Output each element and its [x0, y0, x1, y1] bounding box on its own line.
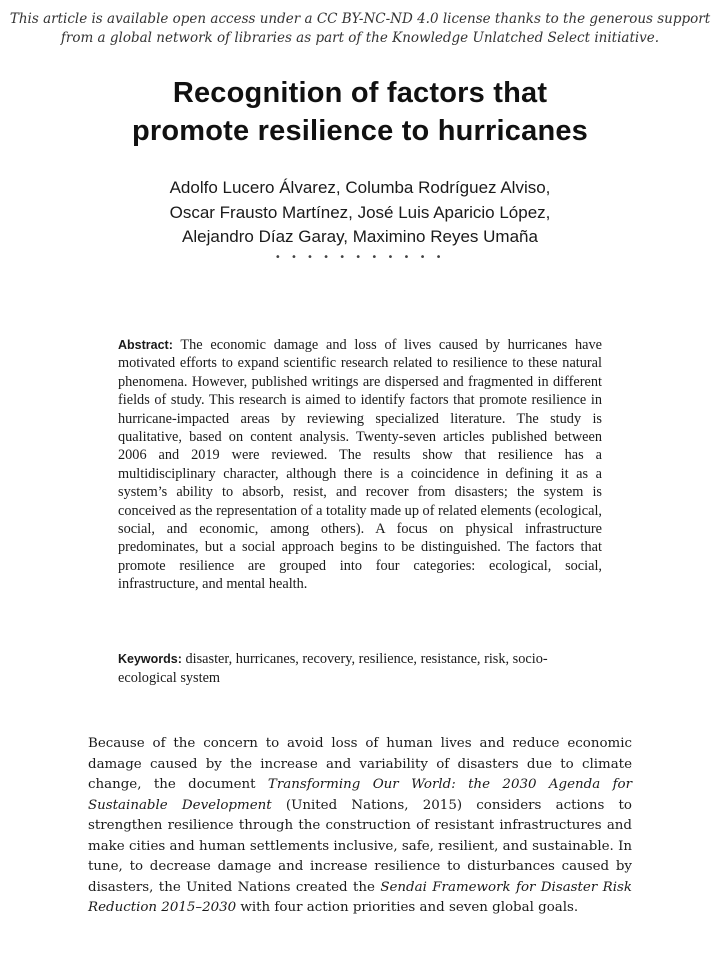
open-access-notice [0, 10, 720, 48]
keywords-label: Keywords: [118, 652, 182, 666]
keywords-text: disaster, hurricanes, recovery, resilience, resistance, risk, socio-ecological system [118, 651, 548, 686]
author-line-1: Adolfo Lucero Álvarez, Columba Rodríguez Alviso, [169, 178, 551, 197]
keywords-block [118, 650, 602, 688]
abstract-block [118, 336, 602, 594]
abstract-text: The economic damage and loss of lives caused by hurricanes have motivated efforts to expand scientific research related to resilience to these natural phenomena. However, published writings are dispersed and fragmented in different fields of study. This research is aimed to identify factors that promote resilience in hurricane-impacted areas by reviewing specialized literature. The study is qualitative, based on content analysis. Twenty-seven articles published between 2006 and 2019 were reviewed. The results show that resilience has a multidisciplinary character, although there is a coincidence in defining it as a system’s ability to absorb, resist, and recover from disasters; the system is conceived as the representation of a totality made up of related elements (ecological, social, and economic, among others). A focus on physical infrastructure predominates, but a social approach begins to be distinguished. The factors that promote resilience are grouped into four categories: ecological, social, infrastructure, and mental health. [118, 337, 602, 593]
author-list [60, 176, 660, 250]
title-line-2: promote resilience to hurricanes [131, 115, 589, 147]
notice-line-1: This article is available open access under a CC BY-NC-ND 4.0 license thanks to the generous support [9, 11, 711, 27]
reference-sendai-framework: Sendai Framework for Disaster Risk Reduction 2015–2030 [88, 879, 632, 915]
article-title [60, 74, 660, 150]
title-line-1: Recognition of factors that [172, 77, 548, 109]
reference-agenda-2030: Transforming Our World: the 2030 Agenda for Sustainable Development [88, 777, 633, 813]
dot-separator: • • • • • • • • • • • [274, 252, 446, 263]
author-line-2: Oscar Frausto Martínez, José Luis Aparicio López, [169, 202, 551, 222]
body-text-part-3: with four action priorities and seven global goals. [236, 900, 579, 915]
abstract-label: Abstract: [118, 338, 173, 352]
body-text-part-1: Because of the concern to avoid loss of human lives and reduce economic damage caused by the increase and variability of disasters due to climate change, the document [88, 736, 632, 792]
notice-line-2: from a global network of libraries as part of the Knowledge Unlatched Select initiative. [60, 30, 660, 46]
body-text-part-2: (United Nations, 2015) considers actions to strengthen resilience through the construction of resistant infrastructures and make cities and human settlements inclusive, safe, resilient, and sustainable. In tune, to decrease damage and increase resilience to disturbances caused by disasters, the United Nations created the [88, 797, 632, 895]
body-paragraph [88, 734, 632, 919]
author-line-3: Alejandro Díaz Garay, Maximino Reyes Umaña [182, 227, 538, 246]
